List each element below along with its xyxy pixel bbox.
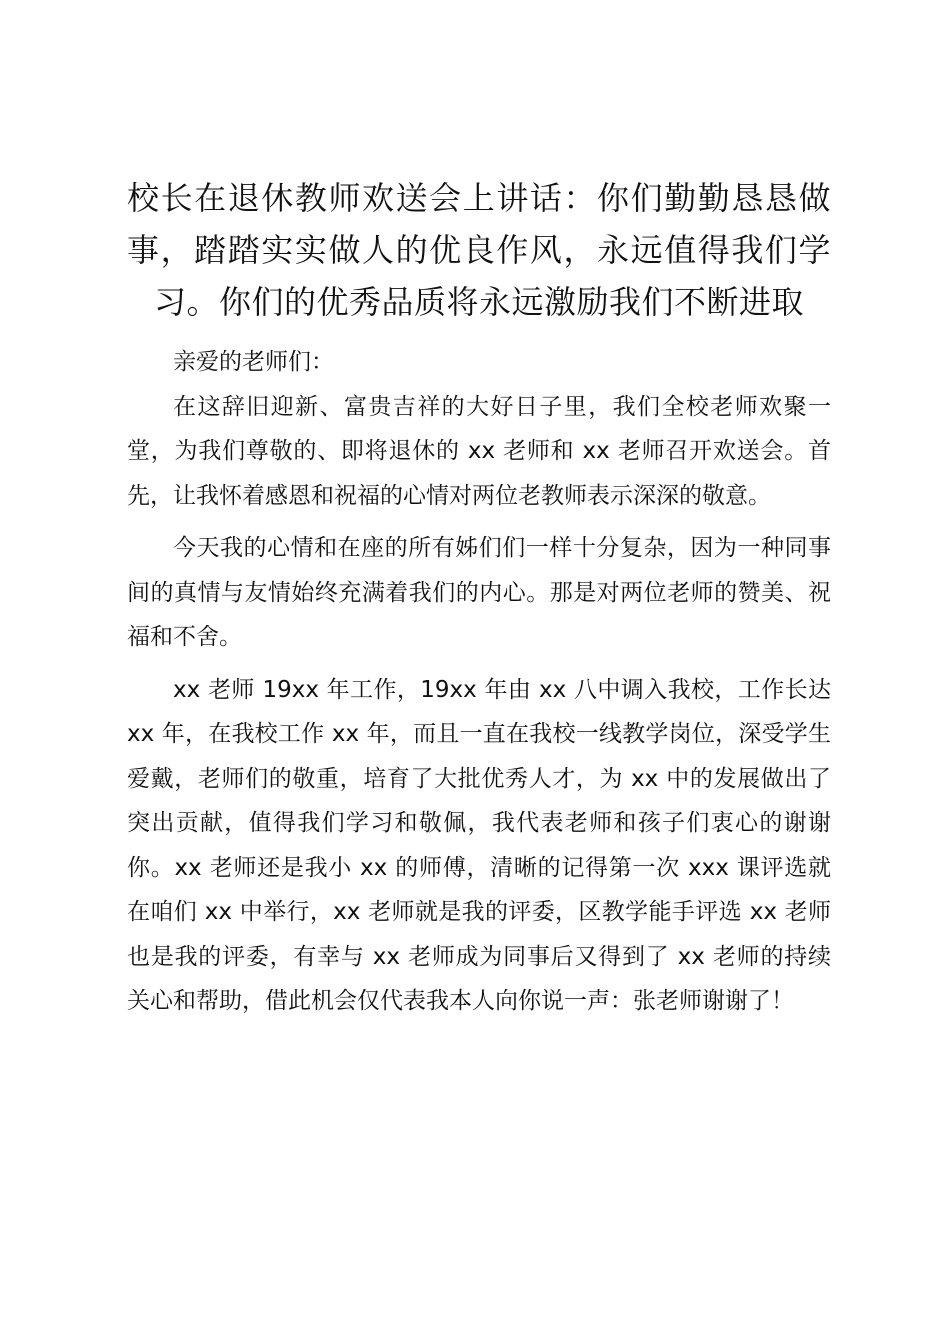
paragraph-2: 今天我的心情和在座的所有姊们们一样十分复杂，因为一种同事间的真情与友情始终充满着我们的内心。那是对两位老师的赞美、祝福和不舍。 (127, 535, 831, 650)
paragraph-1: 在这辞旧迎新、富贵吉祥的大好日子里，我们全校老师欢聚一堂，为我们尊敬的、即将退休的 xx 老师和 xx 老师召开欢送会。首先，让我怀着感恩和祝福的心情对两位老教师表示深深的敬意。 (127, 393, 831, 509)
salutation: 亲爱的老师们： (173, 349, 334, 375)
document-title: 校长在退休教师欢送会上讲话：你们勤勤恳恳做事，踏踏实实做人的优良作风，永远值得我们学习。你们的优秀品质将永远激励我们不断进取 (127, 179, 831, 321)
paragraph-3: xx 老师 19xx 年工作，19xx 年由 xx 八中调入我校，工作长达 xx 年，在我校工作 xx 年，而且一直在我校一线教学岗位，深受学生爱戴，老师们的敬重，培育了大批优秀人才，为 xx 中的发展做出了突出贡献，值得我们学习和敬佩，我代表老师和孩子们衷心的谢谢你。xx 老师还是我小 xx 的师傅，清晰的记得第一次 xxx 课评选就在咱们 xx 中举行，xx 老师就是我的评委，区教学能手评选 xx 老师也是我的评委，有幸与 xx 老师成为同事后又得到了 xx 老师的持续关心和帮助，借此机会仅代表我本人向你说一声：张老师谢谢了！ (127, 676, 831, 1014)
document-page (127, 172, 831, 1024)
